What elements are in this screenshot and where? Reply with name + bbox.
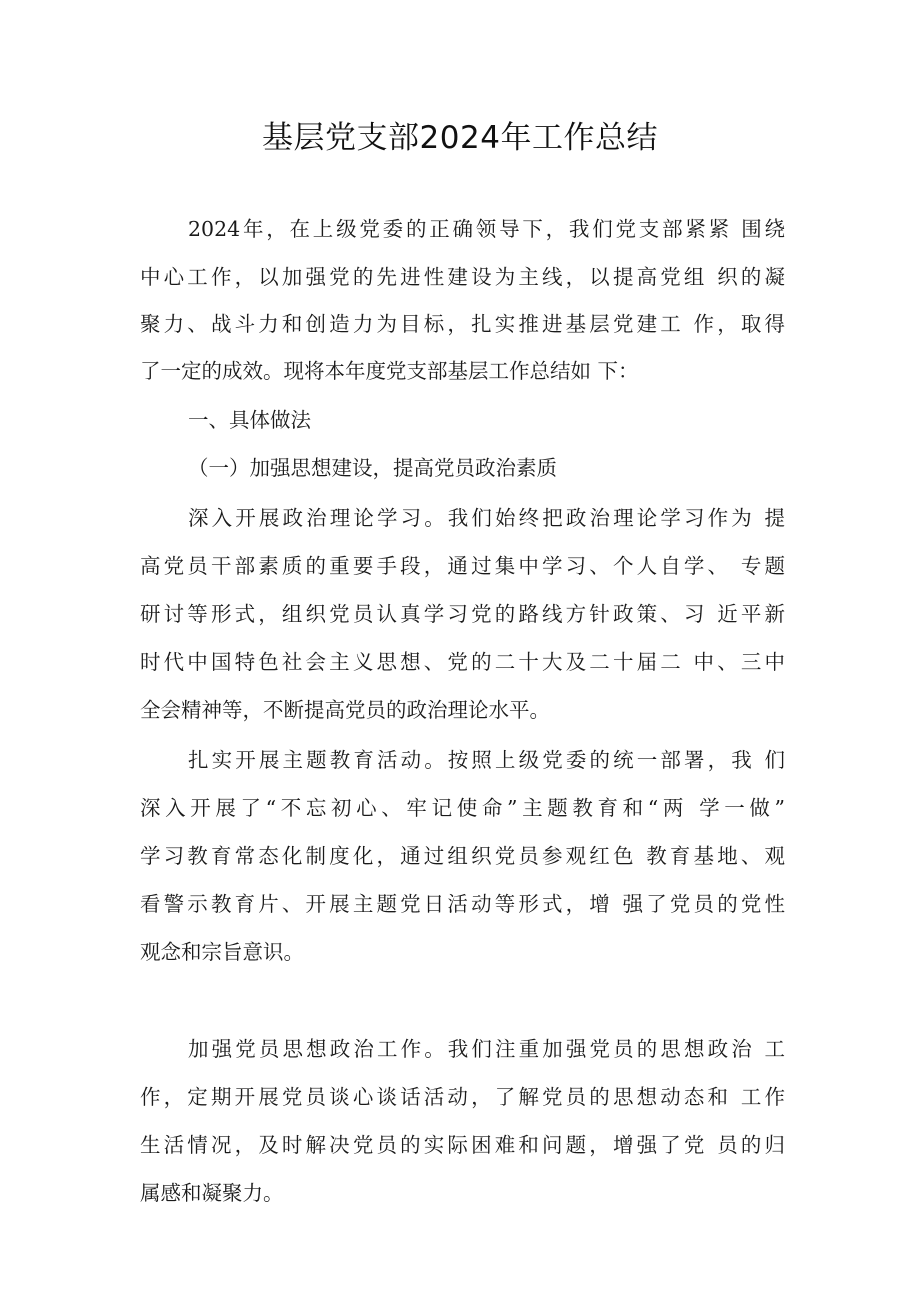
paragraph-2-line-1: 深入开展政治理论学习。我们始终把政治理论学习作为 提 [188,506,785,530]
paragraph-3-line-2: 深入开展了“不忘初心、牢记使命”主题教育和“两 学一做” [140,796,785,820]
paragraph-3-line-5: 观念和宗旨意识。 [140,940,304,964]
paragraph-4-line-2: 作，定期开展党员谈心谈话活动，了解党员的思想动态和 工作 [140,1085,785,1109]
paragraph-2-line-4: 时代中国特色社会主义思想、党的二十大及二十届二 中、三中 [140,650,785,674]
paragraph-4-line-3: 生活情况，及时解决党员的实际困难和问题，增强了党 员的归 [140,1133,785,1157]
paragraph-2-line-3: 研讨等形式，组织党员认真学习党的路线方针政策、习 近平新 [140,602,785,626]
paragraph-1-line-4: 了一定的成效。现将本年度党支部基层工作总结如 下： [140,359,639,383]
paragraph-3-line-1: 扎实开展主题教育活动。按照上级党委的统一部署，我 们 [188,748,785,772]
section-heading-1: 一、具体做法 [188,408,311,432]
paragraph-3-line-3: 学习教育常态化制度化，通过组织党员参观红色 教育基地、观 [140,844,785,868]
paragraph-1-line-2: 中心工作，以加强党的先进性建设为主线，以提高党组 织的凝 [140,265,785,289]
subsection-heading-1: （一）加强思想建设，提高党员政治素质 [188,456,557,480]
paragraph-2-line-2: 高党员干部素质的重要手段，通过集中学习、个人自学、 专题 [140,554,785,578]
paragraph-2-line-5: 全会精神等，不断提高党员的政治理论水平。 [140,698,550,722]
paragraph-3-line-4: 看警示教育片、开展主题党日活动等形式，增 强了党员的党性 [140,892,785,916]
document-title: 基层党支部2024年工作总结 [262,120,658,156]
paragraph-4-line-1: 加强党员思想政治工作。我们注重加强党员的思想政治 工 [188,1037,785,1061]
paragraph-1-line-1: 2024年，在上级党委的正确领导下，我们党支部紧紧 围绕 [188,217,785,241]
paragraph-1-line-3: 聚力、战斗力和创造力为目标，扎实推进基层党建工 作，取得 [140,312,785,336]
paragraph-4-line-4: 属感和凝聚力。 [140,1181,284,1205]
